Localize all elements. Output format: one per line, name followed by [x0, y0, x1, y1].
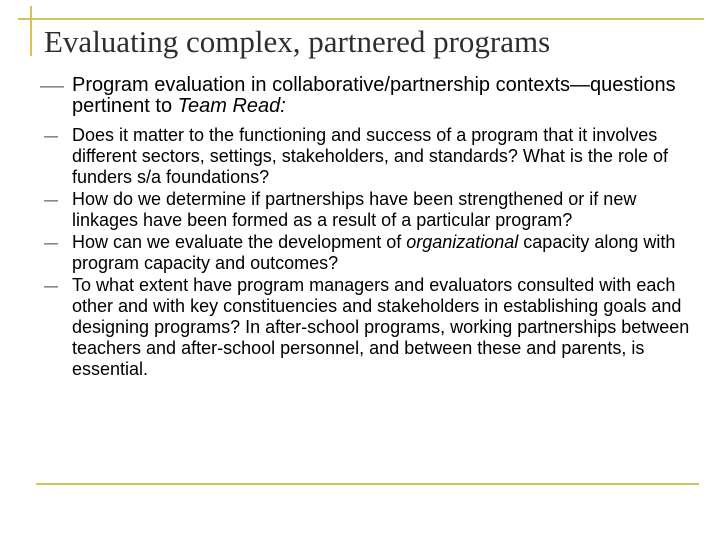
- lead-text: Program evaluation in collaborative/partnership contexts—questions pertinent to: [72, 74, 676, 117]
- item-emphasis: organizational: [406, 232, 519, 252]
- item-text: Does it matter to the functioning and success of a program that it involves different sectors, settings, stakeholders, and standards? What is the role of funders s/a foundations?: [72, 125, 668, 187]
- dash-bullet-icon: [40, 86, 64, 87]
- list-item: [40, 275, 704, 380]
- item-text: How do we determine if partnerships have been strengthened or if new linkages have been formed as a result of a particular program?: [72, 189, 637, 230]
- item-text: To what extent have program managers and evaluators consulted with each other and with key constituencies and stakeholders in establishing goals and designing programs? In after-school programs, working partnerships between teachers and after-school personnel, and between these and parents, is essential.: [72, 275, 690, 379]
- item-text-tail: capacity along with program capacity and outcomes?: [72, 232, 676, 273]
- list-item: [40, 125, 704, 188]
- frame-left-rule: [30, 6, 32, 56]
- lead-bullet: [40, 75, 704, 117]
- item-text: How can we evaluate the development of: [72, 232, 407, 252]
- list-item: [40, 232, 704, 274]
- dash-bullet-icon: [44, 243, 58, 244]
- dash-bullet-icon: [44, 136, 58, 137]
- lead-emphasis: Team Read:: [177, 95, 286, 117]
- slide-title: Evaluating complex, partnered programs: [44, 24, 551, 59]
- frame-bottom-rule: [36, 483, 699, 485]
- slide-body: [40, 75, 704, 381]
- dash-bullet-icon: [44, 286, 58, 287]
- dash-bullet-icon: [44, 200, 58, 201]
- frame-top-rule: [18, 18, 704, 20]
- list-item: [40, 189, 704, 231]
